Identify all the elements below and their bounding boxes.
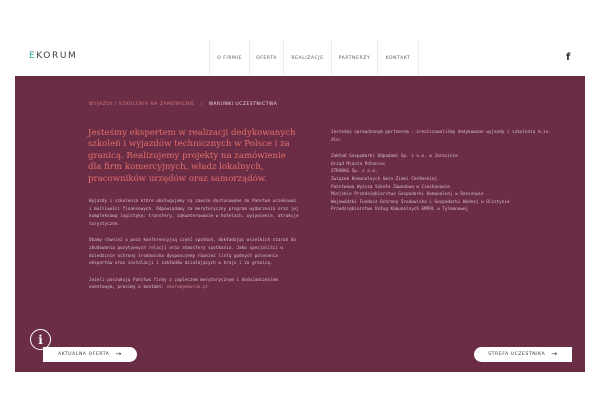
description-column bbox=[89, 198, 301, 301]
paragraph: Wyjazdy i szkolenia które obsługujemy są zawsze dostosowane do Państwa oczekiwań i możliwości finansowych. Odpowiadamy za merytoryczny program wydarzenia oraz jej kompleksową logistykę: transfery, zakwaterowanie w hotelach, wyżywienie, atrakcje turystyczne. bbox=[89, 199, 299, 227]
content-panel bbox=[15, 76, 585, 372]
breadcrumb-parent[interactable]: WYJAZDY I SZKOLENIA NA ZAMÓWIENIE bbox=[89, 102, 195, 107]
nav-kontakt[interactable]: KONTAKT bbox=[377, 40, 419, 76]
list-item: Urząd Miasta Połaniec bbox=[331, 161, 386, 167]
nav-realizacje[interactable]: REALIZACJE bbox=[283, 40, 331, 76]
list-item: Miejskie Przedsiębiorstwo Gospodarki Komunalnej w Rzeszowie bbox=[331, 192, 484, 198]
list-item: STRABAG Sp. z o.o. bbox=[331, 169, 378, 175]
arrow-right-icon: → bbox=[115, 350, 122, 358]
paragraph: Dbamy również o poza konferencyjną część spotkań, dokładając wszelkich starań do zbudowania pozytywnych relacji oraz atmosfery spotkania. Jako specjaliści w dziedzinie ochrony środowiska dysponujemy również listą godnych polecenia ekspertów oraz instalacji i zakładów działających w kraju i za granicą. bbox=[89, 238, 296, 267]
breadcrumb bbox=[89, 102, 277, 107]
breadcrumb-separator: / bbox=[200, 102, 203, 107]
nav-o-firmie[interactable]: O FIRMIE bbox=[209, 40, 249, 76]
partners-column bbox=[331, 129, 556, 214]
list-item: Państwowa Wyższa Szkoła Zawodowa w Ciechanowie bbox=[331, 184, 450, 190]
participant-zone-label: STREFA UCZESTNIKA bbox=[488, 352, 546, 357]
contact-paragraph: Jeżeli poszukują Państwo firmy z zapleczem merytorycznym i doświadczeniem eventowym, prosimy o kontakt: ekorum@ekorum.pl bbox=[89, 277, 278, 291]
current-offer-button[interactable] bbox=[43, 347, 137, 362]
info-icon[interactable]: i bbox=[30, 329, 51, 350]
email-link[interactable]: ekorum@ekorum.pl bbox=[166, 285, 209, 291]
partners-intro: Jesteśmy sprawdzonym partnerem - zrealizowaliśmy dedykowane wyjazdy i szkolenia m.in. dla: bbox=[331, 130, 551, 143]
nav-partnerzy[interactable]: PARTNERZY bbox=[331, 40, 377, 76]
main-nav bbox=[209, 40, 419, 76]
breadcrumb-current: WARUNKI UCZESTNICTWA bbox=[208, 102, 278, 107]
arrow-right-icon: → bbox=[551, 350, 558, 358]
nav-oferta[interactable]: OFERTA bbox=[249, 40, 283, 76]
list-item: Związek Komunalnych Gmin Ziemi Chełmskiej bbox=[331, 176, 438, 182]
site-header bbox=[15, 40, 585, 76]
facebook-icon[interactable]: f bbox=[566, 52, 571, 63]
logo[interactable]: EKORUM bbox=[29, 51, 78, 61]
list-item: Zakład Gospodarki Odpadami Sp. z o.o. w Jarocinie bbox=[331, 154, 458, 160]
current-offer-label: AKTUALNA OFERTA bbox=[58, 352, 110, 357]
partners-list bbox=[331, 153, 556, 214]
lead-text: Jesteśmy ekspertem w realizacji dedykowanych szkoleń i wyjazdów technicznych w Polsce i za granicą. Realizujemy projekty na zamówienie dla firm komercyjnych, władz lokalnych, pracowników urzędów oraz samorządów. bbox=[88, 128, 296, 184]
participant-zone-button[interactable] bbox=[474, 347, 572, 362]
list-item: Wojewódzki Fundusz Ochrony Środowiska i Gospodarki Wodnej w Olsztynie bbox=[331, 199, 510, 205]
list-item: Przedsiębiorstwo Usług Komunalnych EMPOL w Tylmanowej bbox=[331, 207, 469, 213]
